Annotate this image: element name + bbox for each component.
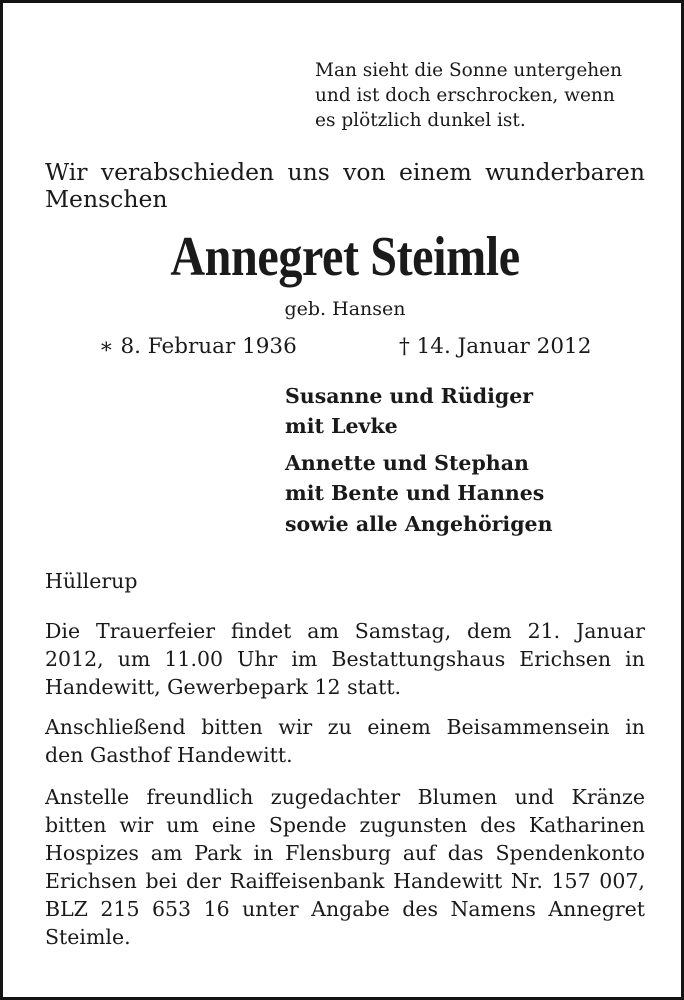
- word: Trauerfeier: [96, 619, 216, 643]
- paragraph-line: [45, 839, 645, 867]
- word: in: [625, 647, 645, 671]
- paragraph-line: [45, 867, 645, 895]
- word: um: [117, 647, 151, 671]
- word: Namens: [450, 897, 536, 921]
- word: zugunsten: [359, 813, 468, 837]
- mourner-line: Annette und Stephan: [285, 451, 529, 475]
- word: im: [291, 647, 318, 671]
- motto-quote: [315, 58, 622, 133]
- word: uns: [287, 158, 330, 186]
- paragraph-line: Steimle.: [45, 925, 131, 949]
- paragraph-line: [45, 713, 645, 741]
- death-date: † 14. Januar 2012: [399, 334, 592, 359]
- word: Erichsen: [45, 869, 137, 893]
- paragraph-line: [45, 645, 645, 673]
- word: 215: [100, 897, 140, 921]
- word: Erichsen: [519, 647, 612, 671]
- word: Hospizes: [45, 841, 139, 865]
- motto-line: und ist doch erschrocken, wenn: [315, 85, 615, 106]
- word: Anschließend: [45, 715, 186, 739]
- gathering-paragraph: [45, 713, 645, 769]
- word: bei: [145, 869, 178, 893]
- word: 2012,: [45, 647, 104, 671]
- paragraph-line: [45, 617, 645, 645]
- intro-text: [45, 159, 645, 213]
- word: Januar: [576, 619, 645, 643]
- word: Spendenkonto: [495, 841, 645, 865]
- word: 21.: [527, 619, 561, 643]
- word: Angabe: [311, 897, 390, 921]
- word: findet: [230, 619, 292, 643]
- word: das: [447, 841, 484, 865]
- word: der: [185, 869, 222, 893]
- mourner-group: [285, 448, 544, 508]
- word: auf: [402, 841, 436, 865]
- word: 157: [551, 869, 591, 893]
- birth-date: ∗ 8. Februar 1936: [99, 334, 297, 359]
- word: Spende: [268, 813, 347, 837]
- word: 007,: [599, 869, 645, 893]
- word: bitten: [45, 813, 107, 837]
- word: Nr.: [510, 869, 543, 893]
- word: einem: [399, 158, 472, 186]
- word: am: [307, 619, 339, 643]
- word: Beisammensein: [446, 715, 610, 739]
- deceased-name: Annegret Steimle: [170, 226, 520, 288]
- word: am: [150, 841, 183, 865]
- word: des: [480, 813, 516, 837]
- motto-line: es plötzlich dunkel ist.: [315, 110, 526, 131]
- word: des: [402, 897, 438, 921]
- word: Anstelle: [45, 785, 130, 809]
- word: einem: [367, 715, 431, 739]
- word: bitten: [201, 715, 263, 739]
- paragraph-line: [45, 895, 645, 923]
- word: von: [343, 158, 386, 186]
- word: Uhr: [237, 647, 278, 671]
- word: unter: [242, 897, 299, 921]
- word: Kränze: [571, 785, 645, 809]
- word: Annegret: [548, 897, 645, 921]
- word: Handewitt: [393, 869, 503, 893]
- word: wir: [119, 813, 154, 837]
- word: Wir: [45, 158, 88, 186]
- word: Samstag,: [354, 619, 452, 643]
- intro-line-1: [45, 159, 645, 186]
- paragraph-line: Handewitt, Gewerbepark 12 statt.: [45, 675, 402, 699]
- word: eine: [211, 813, 256, 837]
- paragraph-line: [45, 811, 645, 839]
- word: und: [514, 785, 555, 809]
- motto-line: Man sieht die Sonne untergehen: [315, 60, 623, 81]
- word: verabschieden: [100, 158, 275, 186]
- mourner-group: [285, 509, 553, 539]
- mourner-line: Susanne und Rüdiger: [285, 384, 534, 408]
- word: in: [253, 841, 274, 865]
- donation-paragraph: [45, 783, 645, 951]
- word: Bestattungshaus: [331, 647, 506, 671]
- word: zugedachter: [270, 785, 401, 809]
- mourner-line: mit Bente und Hannes: [285, 481, 545, 505]
- word: Raiffeisenbank: [229, 869, 385, 893]
- word: Flensburg: [285, 841, 391, 865]
- word: freundlich: [146, 785, 254, 809]
- funeral-info-paragraph: [45, 617, 645, 701]
- word: wir: [278, 715, 313, 739]
- place-name: Hüllerup: [45, 569, 138, 593]
- word: dem: [467, 619, 512, 643]
- word: Park: [194, 841, 242, 865]
- word: um: [166, 813, 199, 837]
- word: 653: [151, 897, 192, 921]
- mourner-line: sowie alle Angehörigen: [285, 512, 553, 536]
- word: Blumen: [417, 785, 498, 809]
- mourner-group: [285, 381, 533, 441]
- word: wunderbaren: [485, 158, 645, 186]
- word: Die: [45, 619, 81, 643]
- word: zu: [327, 715, 352, 739]
- word: BLZ: [45, 897, 88, 921]
- word: 16: [203, 897, 230, 921]
- paragraph-line: den Gasthof Handewitt.: [45, 743, 293, 767]
- paragraph-line: [45, 783, 645, 811]
- word: in: [625, 715, 645, 739]
- birth-name: geb. Hansen: [284, 298, 406, 320]
- intro-line-2: Menschen: [45, 185, 168, 213]
- mourner-line: mit Levke: [285, 414, 398, 438]
- word: Katharinen: [528, 813, 645, 837]
- word: 11.00: [164, 647, 224, 671]
